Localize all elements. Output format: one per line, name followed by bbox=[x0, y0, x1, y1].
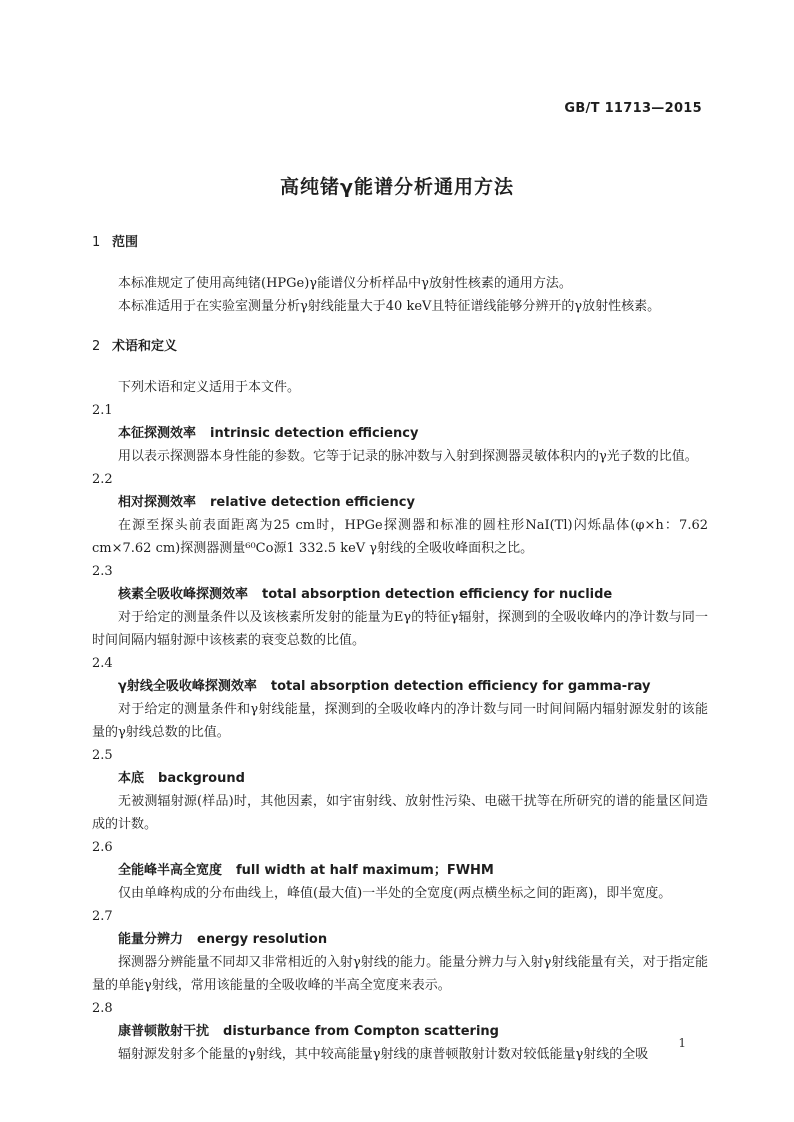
term-zh: 全能峰半高全宽度 bbox=[118, 863, 223, 878]
term-zh: 康普顿散射干扰 bbox=[118, 1024, 210, 1039]
term-title bbox=[92, 767, 708, 790]
term-zh: 相对探测效率 bbox=[118, 495, 197, 510]
term-definition: 在源至探头前表面距离为25 cm时，HPGe探测器和标准的圆柱形NaI(Tl)闪烁晶体(φ×h：7.62 cm×7.62 cm)探测器测量⁶⁰Co源1 332.5 keV γ射线的全吸收峰面积之比。 bbox=[92, 518, 708, 556]
term-number: 2.6 bbox=[92, 840, 113, 855]
scope-paragraph: 本标准规定了使用高纯锗(HPGe)γ能谱仪分析样品中γ放射性核素的通用方法。 bbox=[118, 276, 572, 291]
section-heading-scope bbox=[92, 232, 708, 254]
term-title bbox=[92, 859, 708, 882]
term-en: relative detection efficiency bbox=[210, 495, 415, 510]
document-title: 高纯锗γ能谱分析通用方法 bbox=[280, 176, 514, 198]
term-number: 2.5 bbox=[92, 748, 113, 763]
term-title bbox=[92, 583, 708, 606]
section-title: 范围 bbox=[112, 235, 139, 250]
term-definition: 对于给定的测量条件和γ射线能量，探测到的全吸收峰内的净计数与同一时间间隔内辐射源发射的该能量的γ射线总数的比值。 bbox=[92, 702, 708, 740]
term-en: background bbox=[158, 771, 245, 786]
section-number: 1 bbox=[92, 235, 101, 250]
term-zh: 能量分辨力 bbox=[118, 932, 184, 947]
term-definition: 用以表示探测器本身性能的参数。它等于记录的脉冲数与入射到探测器灵敏体积内的γ光子数的比值。 bbox=[118, 449, 698, 464]
term-en: total absorption detection efficiency for gamma-ray bbox=[270, 679, 651, 694]
term-en: total absorption detection efficiency for nuclide bbox=[262, 587, 613, 602]
term-title bbox=[92, 1020, 708, 1043]
section-number: 2 bbox=[92, 339, 101, 354]
term-definition: 探测器分辨能量不同却又非常相近的入射γ射线的能力。能量分辨力与入射γ射线能量有关，对于指定能量的单能γ射线，常用该能量的全吸收峰的半高全宽度来表示。 bbox=[92, 955, 708, 993]
term-definition: 辐射源发射多个能量的γ射线，其中较高能量γ射线的康普顿散射计数对较低能量γ射线的全吸 bbox=[118, 1047, 649, 1062]
term-number: 2.4 bbox=[92, 656, 113, 671]
term-title bbox=[92, 675, 708, 698]
term-definition: 无被测辐射源(样品)时，其他因素，如宇宙射线、放射性污染、电磁干扰等在所研究的谱的能量区间造成的计数。 bbox=[92, 794, 708, 832]
term-title bbox=[92, 422, 708, 445]
term-en: intrinsic detection efficiency bbox=[210, 426, 419, 441]
scope-paragraph: 本标准适用于在实验室测量分析γ射线能量大于40 keV且特征谱线能够分辨开的γ放射性核素。 bbox=[118, 299, 661, 314]
term-zh: 本底 bbox=[118, 771, 145, 786]
document-body bbox=[92, 232, 708, 1066]
standard-number: GB/T 11713—2015 bbox=[564, 101, 702, 116]
section-heading-terms bbox=[92, 336, 708, 358]
term-definition: 仅由单峰构成的分布曲线上，峰值(最大值)一半处的全宽度(两点横坐标之间的距离)，即半宽度。 bbox=[118, 886, 672, 901]
term-number: 2.3 bbox=[92, 564, 113, 579]
term-number: 2.7 bbox=[92, 909, 113, 924]
term-zh: γ射线全吸收峰探测效率 bbox=[118, 679, 257, 694]
term-definition: 对于给定的测量条件以及该核素所发射的能量为Eγ的特征γ辐射，探测到的全吸收峰内的净计数与同一时间间隔内辐射源中该核素的衰变总数的比值。 bbox=[92, 610, 708, 648]
term-zh: 本征探测效率 bbox=[118, 426, 197, 441]
terms-intro: 下列术语和定义适用于本文件。 bbox=[118, 380, 301, 395]
term-number: 2.2 bbox=[92, 472, 113, 487]
page-number: 1 bbox=[678, 1036, 686, 1050]
term-en: full width at half maximum；FWHM bbox=[236, 863, 494, 878]
term-title bbox=[92, 491, 708, 514]
term-en: disturbance from Compton scattering bbox=[223, 1024, 499, 1039]
term-title bbox=[92, 928, 708, 951]
term-zh: 核素全吸收峰探测效率 bbox=[118, 587, 249, 602]
term-en: energy resolution bbox=[197, 932, 328, 947]
term-number: 2.1 bbox=[92, 403, 113, 418]
term-number: 2.8 bbox=[92, 1001, 113, 1016]
section-title: 术语和定义 bbox=[112, 339, 178, 354]
